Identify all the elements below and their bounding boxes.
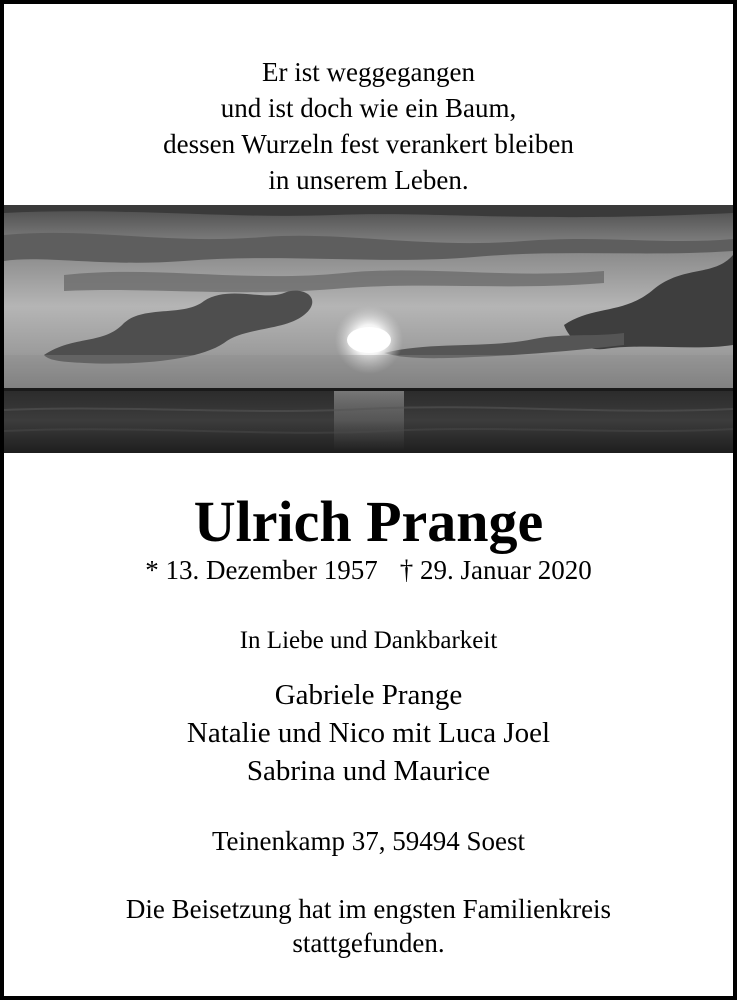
life-dates — [8, 554, 729, 586]
poem — [8, 54, 729, 198]
poem-line: und ist doch wie ein Baum, — [220, 93, 517, 123]
sunset-sea-image — [4, 205, 733, 453]
dedication-text: In Liebe und Dankbarkeit — [239, 627, 498, 654]
mourner-line: Natalie und Nico mit Luca Joel — [186, 717, 551, 749]
sunset-sea-photo — [4, 205, 733, 453]
burial-note-line: stattgefunden. — [292, 928, 445, 958]
burial-note — [8, 892, 729, 960]
birth-symbol: * — [145, 555, 159, 585]
deceased-name: Ulrich Prange — [193, 489, 544, 554]
mourner-line: Gabriele Prange — [274, 679, 463, 711]
death-date: 29. Januar 2020 — [419, 555, 592, 585]
cross-symbol: † — [399, 555, 414, 585]
poem-line: Er ist weggegangen — [262, 57, 475, 87]
burial-note-line: Die Beisetzung hat im engsten Familienkreis — [125, 894, 612, 924]
mourner-line: Sabrina und Maurice — [246, 755, 491, 787]
address: Teinenkamp 37, 59494 Soest — [211, 826, 526, 856]
mourners-list — [8, 676, 729, 790]
poem-line: in unserem Leben. — [268, 165, 469, 195]
birth-date: 13. Dezember 1957 — [165, 555, 378, 585]
poem-line: dessen Wurzeln fest verankert bleiben — [163, 129, 574, 159]
